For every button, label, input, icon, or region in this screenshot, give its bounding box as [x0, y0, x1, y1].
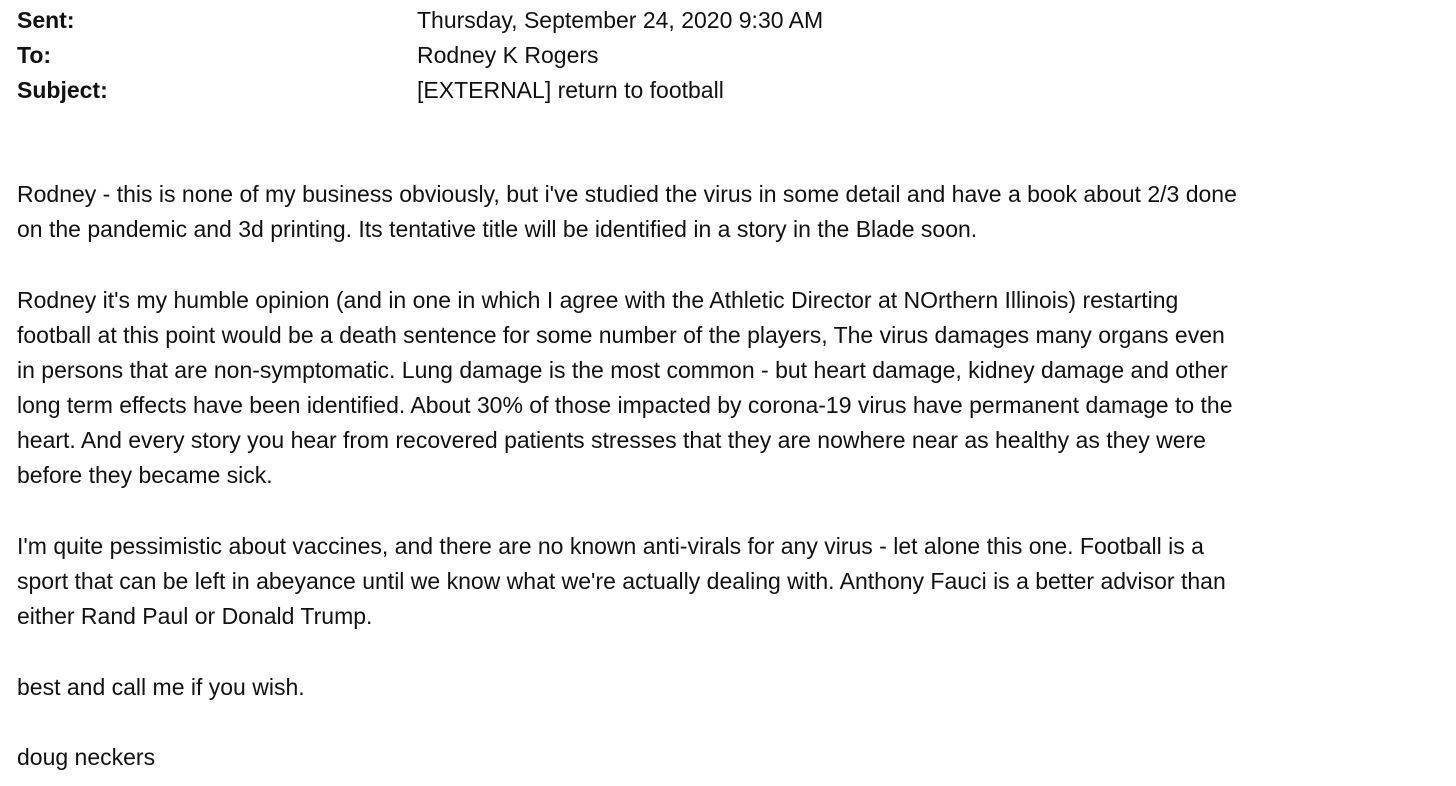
- subject-value: [EXTERNAL] return to football: [417, 77, 724, 103]
- subject-label: Subject:: [17, 77, 108, 103]
- to-label: To:: [17, 42, 52, 68]
- to-value: Rodney K Rogers: [417, 42, 599, 68]
- body-paragraph-intro: Rodney - this is none of my business obviously, but i've studied the virus in some detail and have a book about 2/3 done on the pandemic and 3d printing. Its tentative title will be identified in a story in the Blade soon.: [17, 181, 1237, 242]
- body-paragraph-closing: best and call me if you wish.: [17, 674, 305, 700]
- body-paragraph-vaccines: I'm quite pessimistic about vaccines, and there are no known anti-virals for any virus - let alone this one. Football is a sport that can be left in abeyance until we know what we're actually dealing with. Anthony Fauci is a better advisor than either Rand Paul or Donald Trump.: [17, 533, 1226, 629]
- body-paragraph-opinion: Rodney it's my humble opinion (and in one in which I agree with the Athletic Director at NOrthern Illinois) restarting football at this point would be a death sentence for some number of the players, The virus damages many organs even in persons that are non-symptomatic. Lung damage is the most common - but heart damage, kidney damage and other long term effects have been identified. About 30% of those impacted by corona-19 virus have permanent damage to the heart. And every story you hear from recovered patients stresses that they are nowhere near as healthy as they were before they became sick.: [17, 287, 1233, 488]
- sent-value: Thursday, September 24, 2020 9:30 AM: [417, 7, 824, 33]
- signature: doug neckers: [17, 744, 156, 770]
- sent-label: Sent:: [17, 7, 75, 33]
